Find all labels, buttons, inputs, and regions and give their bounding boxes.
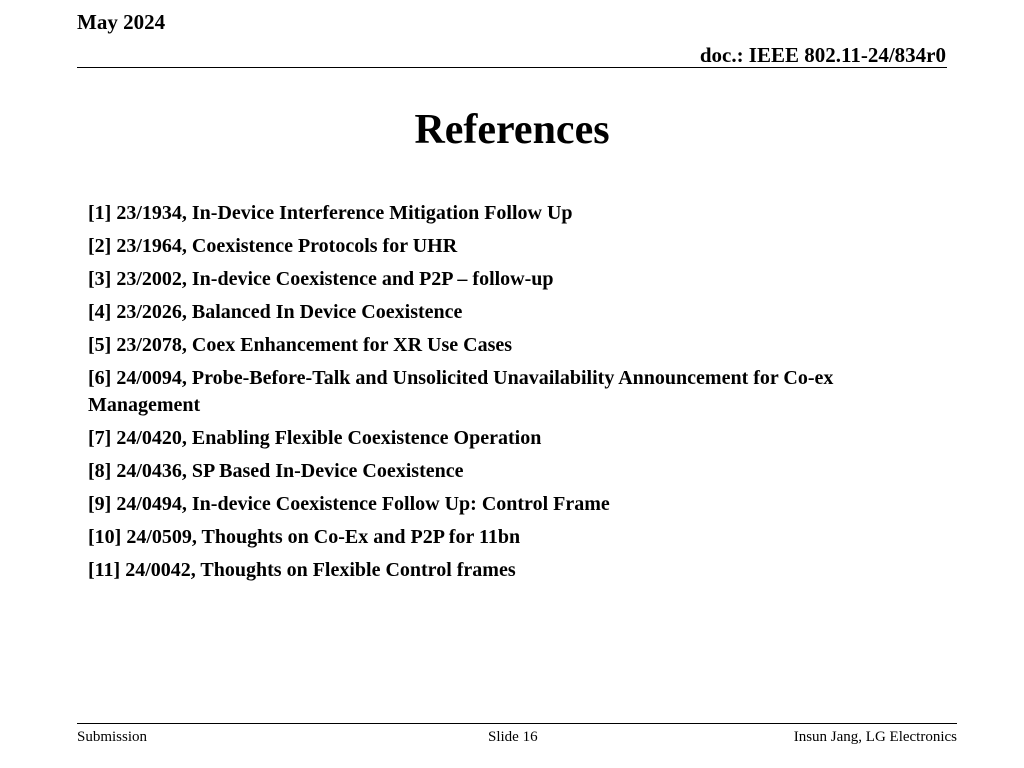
footer-author: Insun Jang, LG Electronics — [793, 729, 957, 745]
reference-item-7: [7] 24/0420, Enabling Flexible Coexistence Operation — [88, 426, 542, 449]
reference-item-10: [10] 24/0509, Thoughts on Co-Ex and P2P for 11bn — [88, 525, 521, 548]
reference-item-4: [4] 23/2026, Balanced In Device Coexistence — [88, 301, 463, 323]
reference-item-6: [6] 24/0094, Probe-Before-Talk and Unsolicited Unavailability Announcement for Co-ex Management — [88, 367, 834, 416]
reference-item-3: [3] 23/2002, In-device Coexistence and P2P – follow-up — [88, 268, 554, 290]
reference-item-11: [11] 24/0042, Thoughts on Flexible Control frames — [88, 558, 516, 581]
reference-item-5: [5] 23/2078, Coex Enhancement for XR Use Cases — [88, 334, 513, 356]
slide-title: References — [414, 107, 610, 153]
reference-item-9: [9] 24/0494, In-device Coexistence Follow Up: Control Frame — [88, 492, 610, 515]
footer-slide-number: Slide 16 — [488, 729, 538, 745]
reference-list — [88, 200, 933, 590]
footer-submission: Submission — [77, 729, 148, 745]
header-doc-id: doc.: IEEE 802.11-24/834r0 — [699, 43, 946, 67]
reference-item-2: [2] 23/1964, Coexistence Protocols for UHR — [88, 235, 458, 257]
header-date: May 2024 — [77, 10, 166, 34]
reference-item-1: [1] 23/1934, In-Device Interference Mitigation Follow Up — [88, 202, 573, 224]
footer-divider — [77, 723, 957, 724]
header-divider — [77, 67, 947, 68]
reference-item-8: [8] 24/0436, SP Based In-Device Coexistence — [88, 459, 464, 482]
